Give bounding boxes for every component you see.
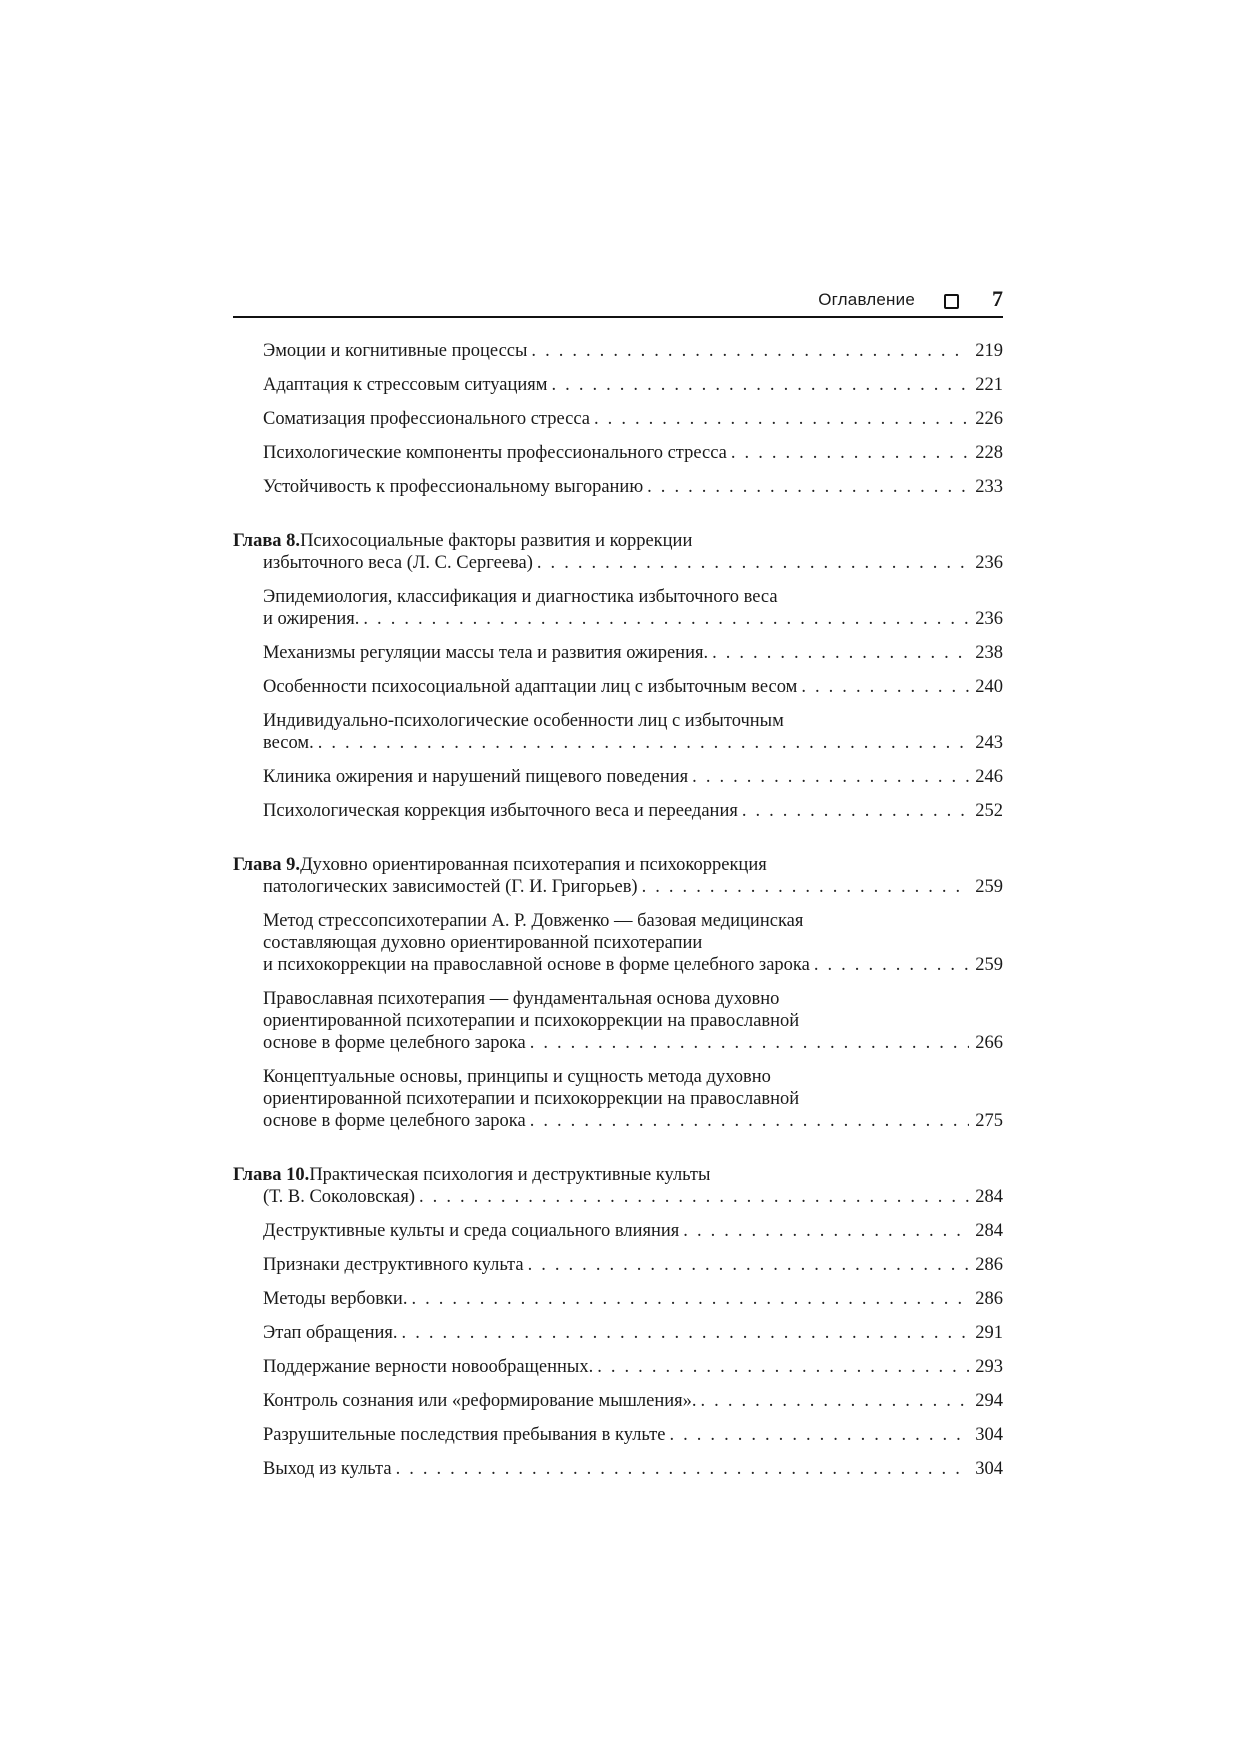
toc-page-number: 284 (975, 1221, 1003, 1241)
toc-entry-line (263, 1288, 1003, 1310)
toc-entry-line (263, 1066, 1003, 1088)
chapter-label: Глава 10. (233, 1165, 310, 1185)
toc-entry-text: Методы вербовки. (263, 1289, 408, 1309)
chapter-title-cont: патологических зависимостей (Г. И. Григорьев) (263, 877, 638, 897)
toc-entry-line (263, 954, 1003, 976)
toc-entry-text: Разрушительные последствия пребывания в культе (263, 1425, 666, 1445)
toc-entry-text: Психологические компоненты профессионального стресса (263, 443, 727, 463)
toc-entry-line (263, 1390, 1003, 1412)
toc-entry[interactable] (263, 1322, 1003, 1344)
toc-entry-text: Контроль сознания или «реформирование мышления». (263, 1391, 697, 1411)
dot-leader (742, 800, 969, 822)
toc-entry-text: Концептуальные основы, принципы и сущность метода духовно (263, 1067, 771, 1087)
toc-page-number: 233 (975, 477, 1003, 497)
toc-entry-text: Индивидуально-психологические особенности лиц с избыточным (263, 711, 784, 731)
toc-page-number: 240 (975, 677, 1003, 697)
dot-leader (642, 876, 969, 898)
toc-entry[interactable] (263, 442, 1003, 464)
toc-entry[interactable] (263, 1356, 1003, 1378)
toc-entry[interactable] (263, 642, 1003, 664)
toc-entry-line (263, 408, 1003, 430)
toc-entry-text: Поддержание верности новообращенных. (263, 1357, 594, 1377)
toc-entry-text: Признаки деструктивного культа (263, 1255, 524, 1275)
chapter-title-line (233, 1164, 1003, 1186)
toc-entry-line (263, 1424, 1003, 1446)
dot-leader (552, 374, 969, 396)
toc-entry-text: и психокоррекции на православной основе в форме целебного зарока (263, 955, 810, 975)
chapter-title: Духовно ориентированная психотерапия и психокоррекция (300, 855, 767, 875)
toc-entry[interactable] (263, 1220, 1003, 1242)
toc-entry[interactable] (263, 476, 1003, 498)
toc-page-number: 304 (975, 1459, 1003, 1479)
toc-page-number: 252 (975, 801, 1003, 821)
toc-entry-text: Устойчивость к профессиональному выгоранию (263, 477, 644, 497)
toc-page-number: 236 (975, 609, 1003, 629)
toc-entry-line (263, 932, 1003, 954)
toc-page-number: 286 (975, 1289, 1003, 1309)
dot-leader (801, 676, 969, 698)
toc-page-number: 238 (975, 643, 1003, 663)
toc-page-number: 236 (975, 553, 1003, 573)
toc-page-number: 286 (975, 1255, 1003, 1275)
chapter-label: Глава 8. (233, 531, 301, 551)
toc-entry[interactable] (263, 710, 1003, 754)
toc-entry[interactable] (263, 340, 1003, 362)
toc-entry-line (263, 1220, 1003, 1242)
toc-entry-text: Психологическая коррекция избыточного веса и переедания (263, 801, 738, 821)
toc-entry-text: Клиника ожирения и нарушений пищевого поведения (263, 767, 689, 787)
toc-chapter-chapter8[interactable] (233, 530, 1003, 574)
toc-entry-line (263, 988, 1003, 1010)
toc-entry-text: Выход из культа (263, 1459, 392, 1479)
dot-leader (411, 1288, 969, 1310)
toc-page-number: 221 (975, 375, 1003, 395)
toc-entry-text: Соматизация профессионального стресса (263, 409, 591, 429)
toc-entry-text: составляющая духовно ориентированной психотерапии (263, 933, 703, 953)
toc-entry-text: Эмоции и когнитивные процессы (263, 341, 528, 361)
dot-leader (363, 608, 969, 630)
dot-leader (528, 1254, 969, 1276)
dot-leader (701, 1390, 969, 1412)
chapter-title-line (233, 552, 1003, 574)
toc-entry-line (263, 710, 1003, 732)
toc-entry-line (263, 910, 1003, 932)
dot-leader (530, 1110, 969, 1132)
chapter-title-line (233, 1186, 1003, 1208)
toc-entry-text: Православная психотерапия — фундаментальная основа духовно (263, 989, 780, 1009)
chapter-title-cont: избыточного веса (Л. С. Сергеева) (263, 553, 533, 573)
toc-page-number: 291 (975, 1323, 1003, 1343)
toc-entry-line (263, 1356, 1003, 1378)
toc-entry-line (263, 766, 1003, 788)
toc-entry-text: основе в форме целебного зарока (263, 1111, 526, 1131)
toc-entry-text: Этап обращения. (263, 1323, 398, 1343)
toc-entry-line (263, 800, 1003, 822)
dot-leader (692, 766, 969, 788)
toc-page-number: 219 (975, 341, 1003, 361)
toc-page-number: 228 (975, 443, 1003, 463)
toc-page-number: 259 (975, 955, 1003, 975)
toc-page-number: 284 (975, 1187, 1003, 1207)
chapter-title-cont: (Т. В. Соколовская) (263, 1187, 416, 1207)
dot-leader (530, 1032, 969, 1054)
dot-leader (594, 408, 969, 430)
toc-entry[interactable] (263, 586, 1003, 630)
toc-entry-line (263, 1322, 1003, 1344)
toc-entry-text: основе в форме целебного зарока (263, 1033, 526, 1053)
toc-entry[interactable] (263, 676, 1003, 698)
toc-entry-line (263, 476, 1003, 498)
toc-entry[interactable] (263, 988, 1003, 1054)
toc-entry-line (263, 340, 1003, 362)
toc-entry-text: Эпидемиология, классификация и диагностика избыточного веса (263, 587, 778, 607)
toc-entry[interactable] (263, 800, 1003, 822)
toc-page-number: 243 (975, 733, 1003, 753)
chapter-title: Психосоциальные факторы развития и коррекции (300, 531, 693, 551)
toc-entry-text: Механизмы регуляции массы тела и развития ожирения. (263, 643, 709, 663)
toc-entry-text: и ожирения. (263, 609, 360, 629)
toc-entry-line (263, 1458, 1003, 1480)
toc-page-number: 259 (975, 877, 1003, 897)
toc-entry[interactable] (263, 408, 1003, 430)
toc-entry[interactable] (263, 766, 1003, 788)
running-header-title: Оглавление (818, 290, 915, 309)
toc-page-number: 275 (975, 1111, 1003, 1131)
chapter-title: Практическая психология и деструктивные культы (309, 1165, 711, 1185)
dot-leader (731, 442, 969, 464)
toc-entry-line (263, 1088, 1003, 1110)
toc-entry-line (263, 442, 1003, 464)
toc-entry-line (263, 608, 1003, 630)
toc-entry-line (263, 642, 1003, 664)
square-bullet-icon (944, 294, 959, 309)
toc-entry-line (263, 374, 1003, 396)
dot-leader (669, 1424, 969, 1446)
dot-leader (318, 732, 969, 754)
toc-chapter-chapter9[interactable] (233, 854, 1003, 898)
toc-entry-line (263, 676, 1003, 698)
toc-entry[interactable] (263, 1458, 1003, 1480)
chapter-label: Глава 9. (233, 855, 301, 875)
toc-page-number: 294 (975, 1391, 1003, 1411)
toc-entry[interactable] (263, 374, 1003, 396)
dot-leader (814, 954, 969, 976)
toc-page-number: 304 (975, 1425, 1003, 1445)
toc-entry-text: ориентированной психотерапии и психокоррекции на православной (263, 1089, 800, 1109)
toc-entry-text: Метод стрессопсихотерапии А. Р. Довженко — базовая медицинская (263, 911, 804, 931)
toc-page-number: 226 (975, 409, 1003, 429)
dot-leader (683, 1220, 969, 1242)
dot-leader (402, 1322, 969, 1344)
toc-entry-line (263, 586, 1003, 608)
dot-leader (712, 642, 969, 664)
dot-leader (419, 1186, 969, 1208)
dot-leader (537, 552, 969, 574)
chapter-title-line (233, 876, 1003, 898)
toc-entry-text: Деструктивные культы и среда социального влияния (263, 1221, 680, 1241)
toc-page-number: 266 (975, 1033, 1003, 1053)
table-of-contents (233, 340, 1003, 1492)
toc-entry-line (263, 732, 1003, 754)
chapter-title-line (233, 854, 1003, 876)
toc-entry-line (263, 1032, 1003, 1054)
toc-entry[interactable] (263, 1390, 1003, 1412)
toc-entry-text: Особенности психосоциальной адаптации лиц с избыточным весом (263, 677, 798, 697)
running-header (233, 286, 1003, 318)
toc-entry-line (263, 1254, 1003, 1276)
toc-entry-text: Адаптация к стрессовым ситуациям (263, 375, 548, 395)
toc-entry[interactable] (263, 1254, 1003, 1276)
toc-entry[interactable] (263, 910, 1003, 976)
toc-entry-text: весом. (263, 733, 314, 753)
dot-leader (597, 1356, 969, 1378)
toc-entry-line (263, 1010, 1003, 1032)
toc-page-number: 246 (975, 767, 1003, 787)
toc-entry[interactable] (263, 1288, 1003, 1310)
dot-leader (531, 340, 969, 362)
toc-entry[interactable] (263, 1424, 1003, 1446)
toc-page-number: 293 (975, 1357, 1003, 1377)
toc-entry-line (263, 1110, 1003, 1132)
toc-entry[interactable] (263, 1066, 1003, 1132)
toc-entry-text: ориентированной психотерапии и психокоррекции на православной (263, 1011, 800, 1031)
dot-leader (396, 1458, 969, 1480)
chapter-title-line (233, 530, 1003, 552)
toc-chapter-chapter10[interactable] (233, 1164, 1003, 1208)
page-number: 7 (992, 286, 1003, 311)
dot-leader (647, 476, 969, 498)
